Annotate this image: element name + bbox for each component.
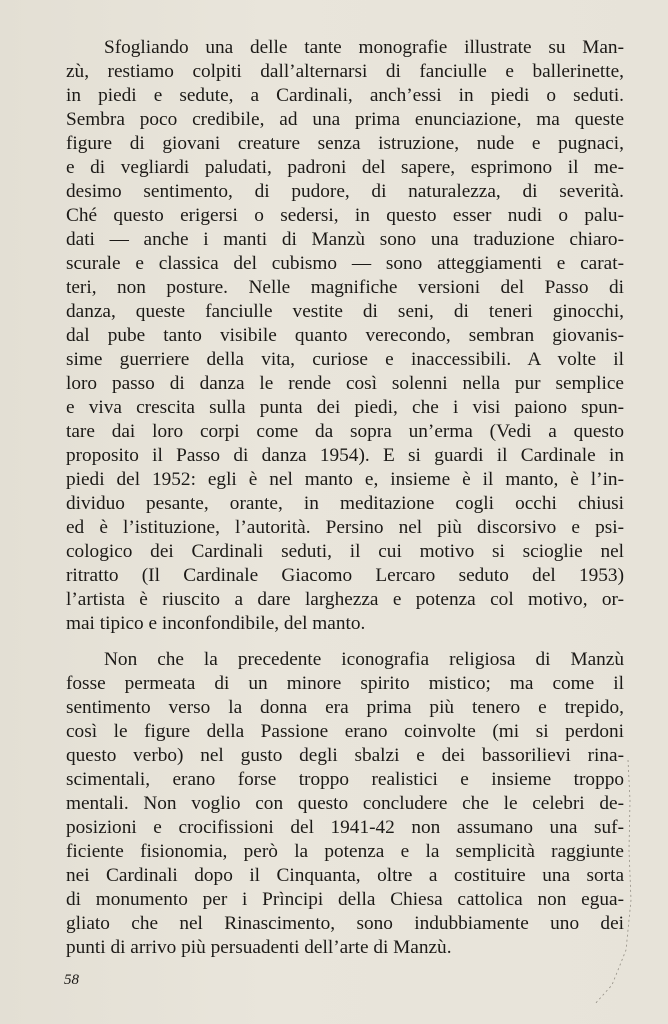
text-line: di monumento per i Prìncipi della Chiesa cattolica non egua-: [66, 889, 624, 910]
text-line: punti di arrivo più persuadenti dell’arte di Manzù.: [66, 937, 452, 958]
text-line: Sfogliando una delle tante monografie illustrate su Man-: [104, 37, 624, 58]
text-line: piedi del 1952: egli è nel manto e, insieme è il manto, è l’in-: [66, 469, 624, 490]
text-line: fosse permeata di un minore spirito mistico; ma come il: [66, 673, 624, 694]
text-line: nei Cardinali dopo il Cinquanta, oltre a costituire una sorta: [66, 865, 624, 886]
text-line: Non che la precedente iconografia religiosa di Manzù: [104, 649, 624, 670]
text-line: questo verbo) nel gusto degli sbalzi e dei bassorilievi rina-: [66, 745, 624, 766]
text-line: sentimento verso la donna era prima più tenero e trepido,: [66, 697, 624, 718]
page-number: 58: [64, 972, 79, 988]
text-line: dividuo pesante, orante, in meditazione cogli occhi chiusi: [66, 493, 624, 514]
text-line: così le figure della Passione erano coinvolte (mi si perdoni: [66, 721, 624, 742]
text-line: dati — anche i manti di Manzù sono una traduzione chiaro-: [66, 229, 624, 250]
text-line: ficiente fisionomia, però la potenza e la semplicità raggiunte: [66, 841, 624, 862]
text-line: cologico dei Cardinali seduti, il cui motivo si scioglie nel: [66, 541, 624, 562]
paragraph-gap: [66, 636, 624, 648]
text-line: e di vegliardi paludati, padroni del sapere, esprimono il me-: [66, 157, 624, 178]
text-line: scurale e classica del cubismo — sono atteggiamenti e carat-: [66, 253, 624, 274]
text-line: ed è l’istituzione, l’autorità. Persino nel più discorsivo e psi-: [66, 517, 624, 538]
text-line: Ché questo erigersi o sedersi, in questo esser nudi o palu-: [66, 205, 624, 226]
text-line: desimo sentimento, di pudore, di naturalezza, di severità.: [66, 181, 624, 202]
text-line: figure di giovani creature senza istruzione, nude e pugnaci,: [66, 133, 624, 154]
text-line: danza, queste fanciulle vestite di seni, di teneri ginocchi,: [66, 301, 624, 322]
text-line: scimentali, erano forse troppo realistici e insieme troppo: [66, 769, 624, 790]
text-line: e viva crescita sulla punta dei piedi, che i visi paiono spun-: [66, 397, 624, 418]
text-line: in piedi e sedute, a Cardinali, anch’essi in piedi o seduti.: [66, 85, 624, 106]
text-line: tare dai loro corpi come da sopra un’erma (Vedi a questo: [66, 421, 624, 442]
text-line: mai tipico e inconfondibile, del manto.: [66, 613, 366, 634]
text-line: l’artista è riuscito a dare larghezza e potenza col motivo, or-: [66, 589, 624, 610]
body-text: [66, 36, 624, 960]
paragraph-1: [66, 36, 624, 636]
text-line: Sembra poco credibile, ad una prima enunciazione, ma queste: [66, 109, 624, 130]
text-line: mentali. Non voglio con questo concludere che le celebri de-: [66, 793, 624, 814]
text-line: gliato che nel Rinascimento, sono indubbiamente uno dei: [66, 913, 624, 934]
text-line: zù, restiamo colpiti dall’alternarsi di fanciulle e ballerinette,: [66, 61, 624, 82]
text-line: dal pube tanto visibile quanto verecondo, sembran giovanis-: [66, 325, 624, 346]
paragraph-2: [66, 648, 624, 960]
text-line: sime guerriere della vita, curiose e inaccessibili. A volte il: [66, 349, 624, 370]
text-line: ritratto (Il Cardinale Giacomo Lercaro seduto del 1953): [66, 565, 624, 586]
text-line: proposito il Passo di danza 1954). E si guardi il Cardinale in: [66, 445, 624, 466]
text-line: loro passo di danza le rende così solenni nella pur semplice: [66, 373, 624, 394]
page-crease-mark: [590, 760, 640, 1010]
text-line: teri, non posture. Nelle magnifiche versioni del Passo di: [66, 277, 624, 298]
text-line: posizioni e crocifissioni del 1941-42 non assumano una suf-: [66, 817, 624, 838]
